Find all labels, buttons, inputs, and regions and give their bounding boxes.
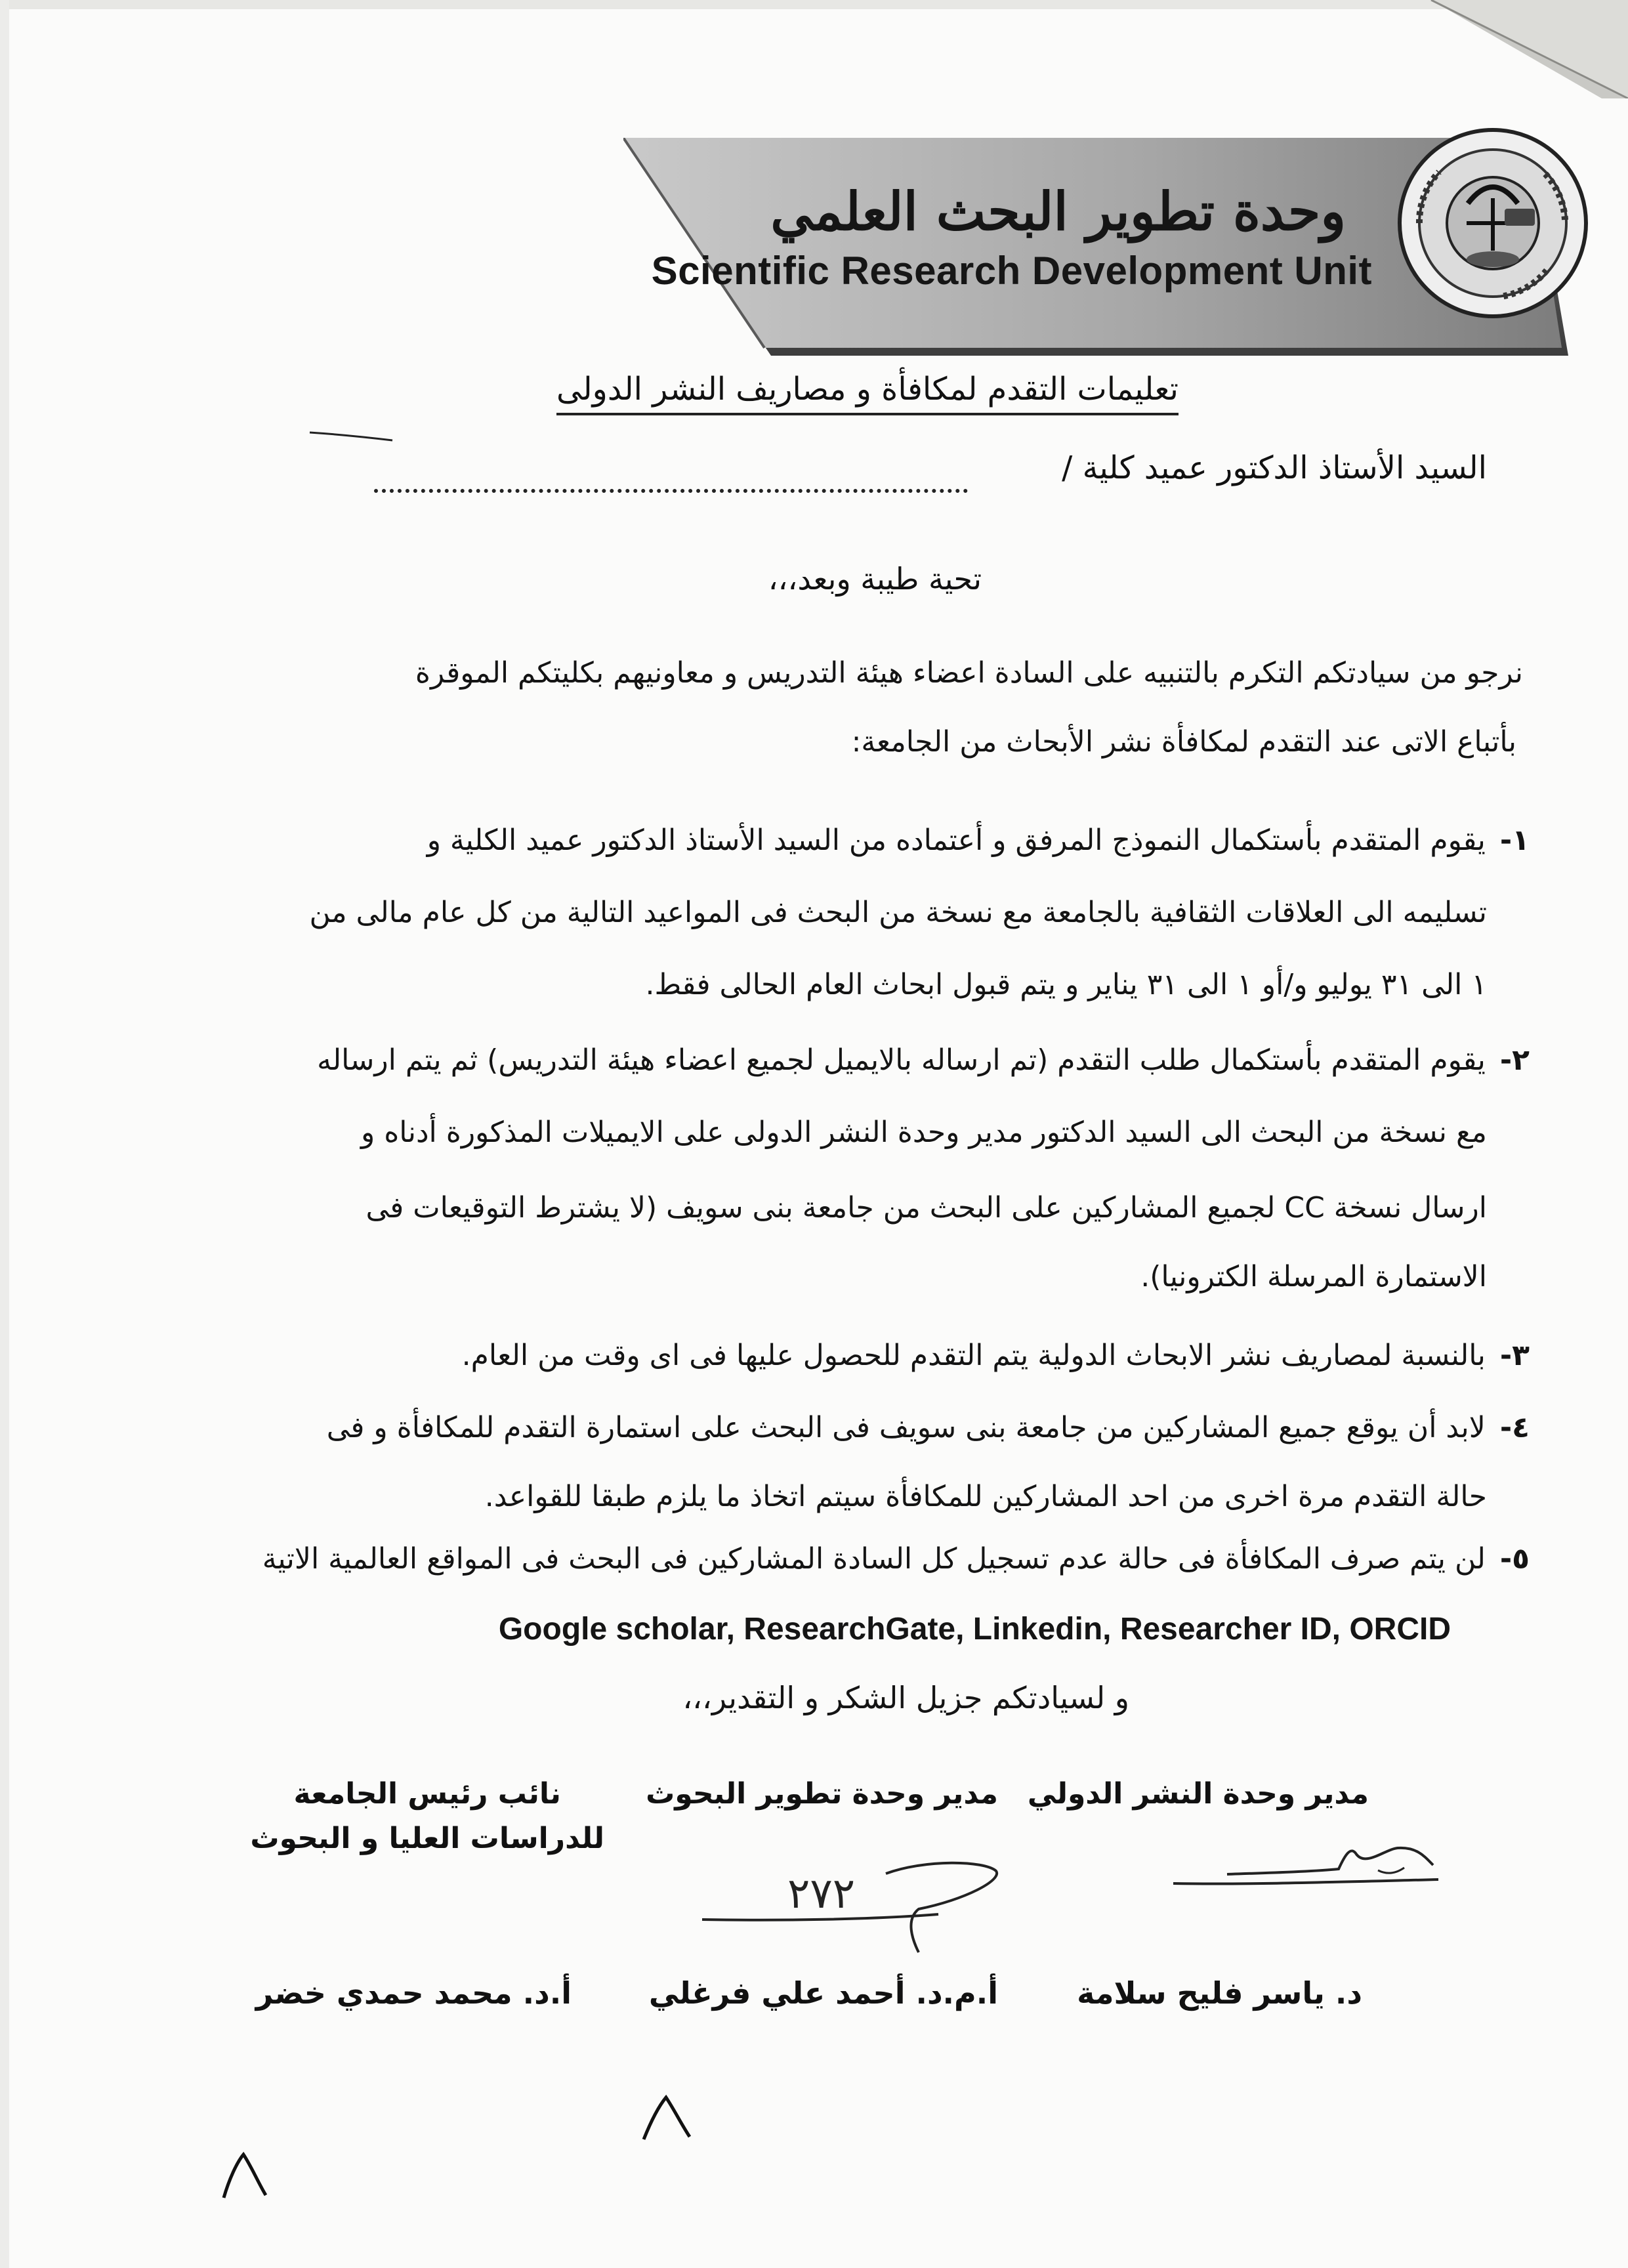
- signatory-2-name: أ.م.د. أحمد علي فرغلي: [648, 1975, 998, 2011]
- greeting: تحية طيبة وبعد،،،: [768, 561, 982, 597]
- intro-line-2: بأتباع الاتى عند التقدم لمكافأة نشر الأبحاث من الجامعة:: [851, 725, 1516, 759]
- item-3-line-1: ٣-بالنسبة لمصاريف نشر الابحاث الدولية يتم التقدم للحصول عليها فى اى وقت من العام.: [461, 1339, 1530, 1372]
- item-5-number: ٥-: [1499, 1542, 1530, 1576]
- handwritten-page-number-mark-2: [220, 2149, 269, 2202]
- scan-edge-left: [0, 0, 9, 2268]
- item-4-line-2: حالة التقدم مرة اخرى من احد المشاركين للمكافأة سيتم اتخاذ ما يلزم طبقا للقواعد.: [484, 1480, 1487, 1513]
- item-2-line-4: الاستمارة المرسلة الكترونيا).: [1140, 1260, 1487, 1293]
- handwritten-page-number-mark: [640, 2093, 692, 2143]
- unit-name-arabic: وحدة تطوير البحث العلمي: [770, 180, 1346, 242]
- closing-line: و لسيادتكم جزيل الشكر و التقدير،،،: [682, 1680, 1129, 1715]
- item-4-number: ٤-: [1499, 1411, 1530, 1444]
- document-title: تعليمات التقدم لمكافأة و مصاريف النشر الدولى: [556, 371, 1179, 415]
- item-1-line-1: ١-يقوم المتقدم بأستكمال النموذج المرفق و أعتماده من السيد الأستاذ الدكتور عميد الكلية و: [427, 824, 1530, 857]
- item-2-line-2: مع نسخة من البحث الى السيد الدكتور مدير وحدة النشر الدولى على الايميلات المذكورة أدناه و: [361, 1116, 1487, 1149]
- signature-1: [1168, 1831, 1444, 1903]
- stray-pen-mark: [308, 430, 394, 442]
- scan-edge-top: [0, 0, 1628, 9]
- item-2-number: ٢-: [1499, 1043, 1530, 1077]
- svg-text:٢٧٢: ٢٧٢: [787, 1870, 856, 1918]
- item-1-line-3: ١ الى ٣١ يوليو و/أو ١ الى ٣١ يناير و يتم قبول ابحاث العام الحالى فقط.: [645, 968, 1487, 1001]
- signature-2: [689, 1847, 1004, 1965]
- addressee-line: السيد الأستاذ الدكتور عميد كلية /: [1062, 450, 1487, 486]
- item-1-number: ١-: [1499, 824, 1530, 857]
- item-4-line-1: ٤-لابد أن يوقع جميع المشاركين من جامعة بنى سويف فى البحث على استمارة التقدم للمكافأة و فى: [326, 1411, 1530, 1444]
- folded-corner: [1405, 0, 1628, 98]
- item-2-line-3: ارسال نسخة CC لجميع المشاركين على البحث من جامعة بنى سويف (لا يشترط التوقيعات فى: [365, 1191, 1487, 1225]
- signatory-2-title: مدير وحدة تطوير البحوث: [646, 1777, 998, 1811]
- addressee-dotted-blank: [374, 489, 968, 493]
- unit-name-english: Scientific Research Development Unit: [651, 249, 1372, 293]
- intro-line-1: نرجو من سيادتكم التكرم بالتنبيه على السادة اعضاء هيئة التدريس و معاونيهم بكليتكم الموقرة: [415, 656, 1523, 690]
- research-sites-list: Google scholar, ResearchGate, Linkedin, Researcher ID, ORCID: [498, 1612, 1451, 1647]
- item-3-number: ٣-: [1499, 1339, 1530, 1372]
- item-2-line-1: ٢-يقوم المتقدم بأستكمال طلب التقدم (تم ارساله بالايميل لجميع اعضاء هيئة التدريس) ثم يتم ارساله: [317, 1043, 1530, 1077]
- item-1-line-2: تسليمه الى العلاقات الثقافية بالجامعة مع نسخة من البحث فى المواعيد التالية من كل عام مالى من: [309, 896, 1487, 929]
- signatory-1-name: د. ياسر فليح سلامة: [1077, 1975, 1362, 2011]
- signatory-3-title: نائب رئيس الجامعة للدراسات العليا و البحوث: [250, 1777, 604, 1856]
- signatory-3-name: أ.د. محمد حمدي خضر: [255, 1975, 572, 2011]
- item-5-line-1: ٥-لن يتم صرف المكافأة فى حالة عدم تسجيل كل السادة المشاركين فى البحث فى المواقع العالمية الاتية: [262, 1542, 1530, 1576]
- signatory-1-title: مدير وحدة النشر الدولي: [1027, 1777, 1369, 1811]
- unit-logo-emblem: [1394, 125, 1591, 322]
